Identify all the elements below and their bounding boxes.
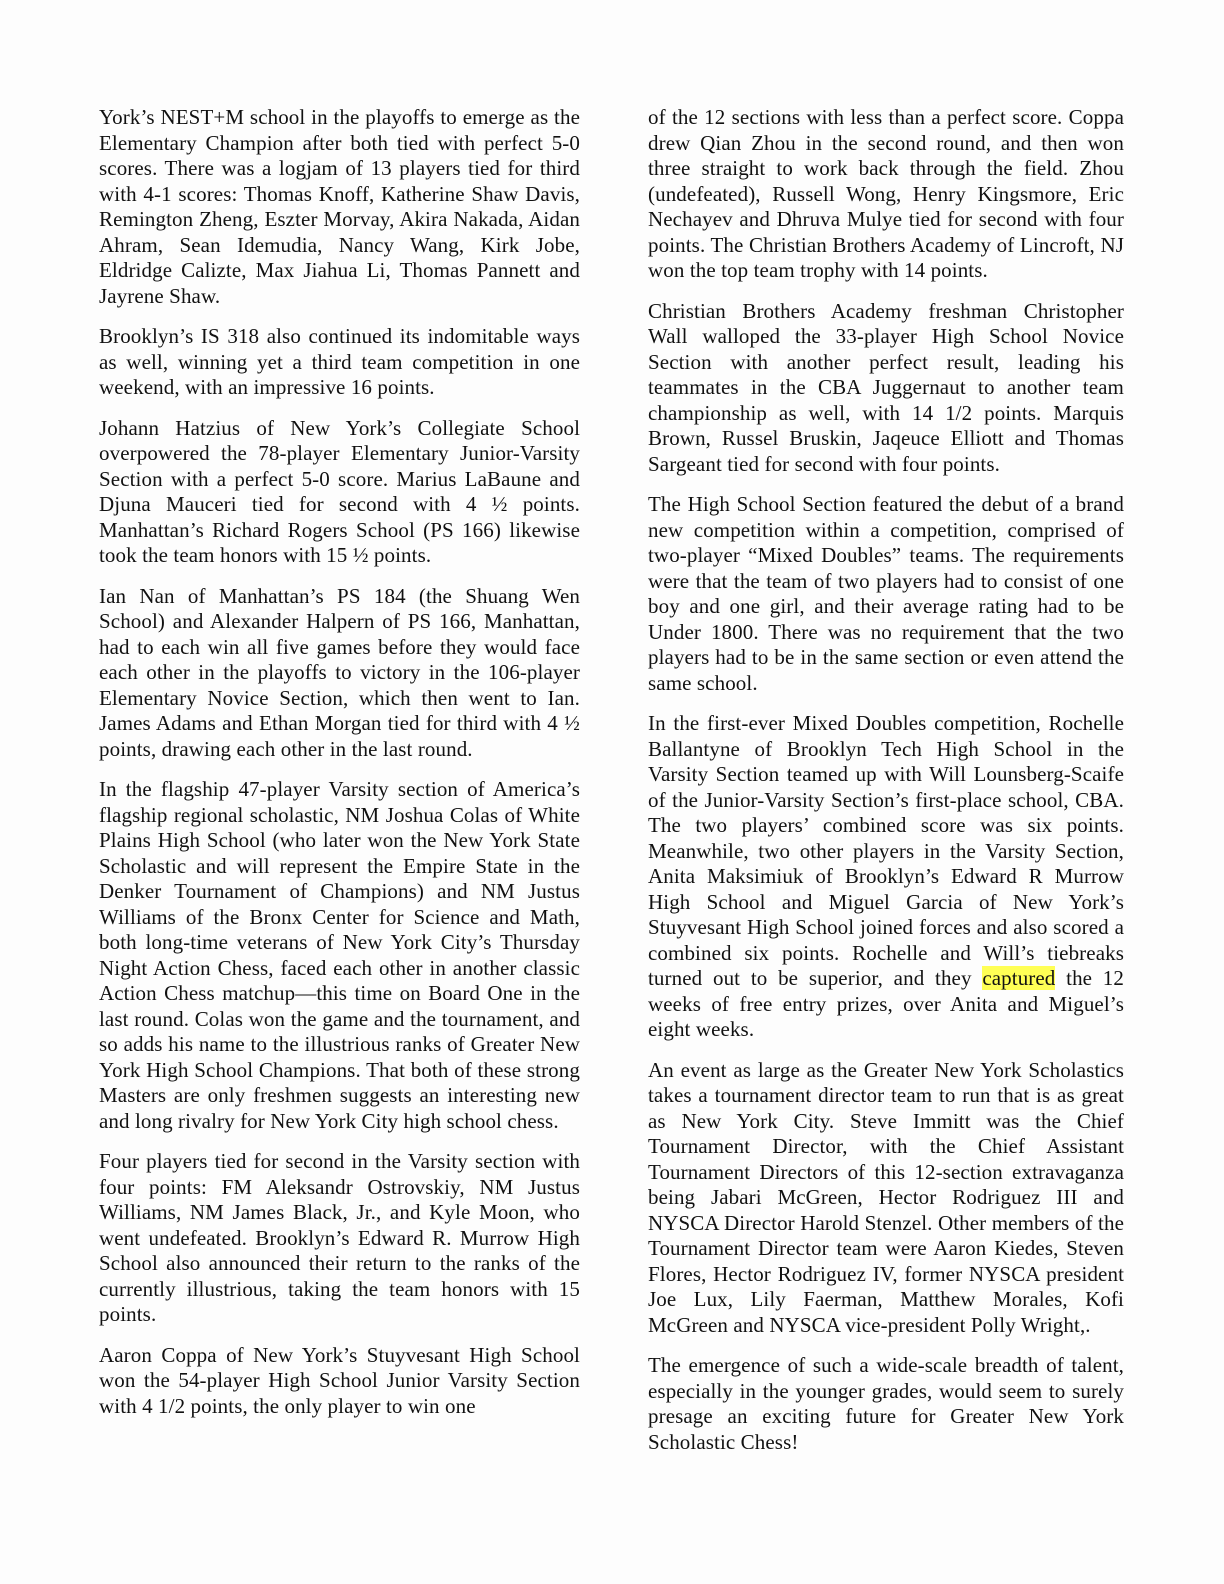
text-run: An event as large as the Greater New York Scholastics takes a tournament director team to run that is as great as New York City. Steve Immitt was the Chief Tournament Director, with the Chief Assistant Tournament Directors of this 12-section extravaganza being Jabari McGreen, Hector Rodriguez III and NYSCA Director Harold Stenzel. Other members of the Tournament Director team were Aaron Kiedes, Steven Flores, Hector Rodriguez IV, former NYSCA president Joe Lux, Lily Faerman, Matthew Morales, Kofi McGreen and NYSCA vice-president Polly Wright,.: [648, 1057, 1124, 1337]
paragraph: [99, 1343, 580, 1420]
paragraph: [99, 1149, 580, 1328]
paragraph: [648, 492, 1124, 696]
column-left: [99, 105, 580, 1434]
text-run: The emergence of such a wide-scale breadth of talent, especially in the younger grades, would seem to surely presage an exciting future for Greater New York Scholastic Chess!: [648, 1353, 1124, 1454]
paragraph: [648, 1353, 1124, 1455]
text-run: The High School Section featured the debut of a brand new competition within a competition, comprised of two-player “Mixed Doubles” teams. The requirements were that the team of two players had to consist of one boy and one girl, and their average rating had to be Under 1800. There was no requirement that the two players had to be in the same section or even attend the same school.: [648, 492, 1124, 695]
text-run: the 12 weeks of free entry prizes, over Anita and Miguel’s eight weeks.: [648, 966, 1125, 1041]
text-run: Johann Hatzius of New York’s Collegiate School overpowered the 78-player Elementary Junior-Varsity Section with a perfect 5-0 score. Marius LaBaune and Djuna Mauceri tied for second with 4 ½ points. Manhattan’s Richard Rogers School (PS 166) likewise took the team honors with 15 ½ points.: [99, 415, 580, 567]
paragraph: [648, 105, 1124, 284]
text-run: In the flagship 47-player Varsity section of America’s flagship regional scholastic, NM Joshua Colas of White Plains High School (who later won the New York State Scholastic and will represent the Empire State in the Denker Tournament of Champions) and NM Justus Williams of the Bronx Center for Science and Math, both long-time veterans of New York City’s Thursday Night Action Chess, faced each other in another classic Action Chess matchup—this time on Board One in the last round. Colas won the game and the tournament, and so adds his name to the illustrious ranks of Greater New York High School Champions. That both of these strong Masters are only freshmen suggests an interesting new and long rivalry for New York City high school chess.: [99, 777, 580, 1133]
paragraph: [99, 584, 580, 763]
text-run: Brooklyn’s IS 318 also continued its indomitable ways as well, winning yet a third team competition in one weekend, with an impressive 16 points.: [99, 324, 580, 399]
paragraph: [648, 299, 1124, 478]
text-run: Ian Nan of Manhattan’s PS 184 (the Shuang Wen School) and Alexander Halpern of PS 166, Manhattan, had to each win all five games before they would face each other in the playoffs to victory in the 106-player Elementary Novice Section, which then went to Ian. James Adams and Ethan Morgan tied for third with 4 ½ points, drawing each other in the last round.: [99, 583, 580, 761]
text-run: Aaron Coppa of New York’s Stuyvesant High School won the 54-player High School Junior Varsity Section with 4 1/2 points, the only player to win one: [99, 1342, 580, 1418]
highlighted-text: captured: [982, 966, 1056, 990]
paragraph: [648, 1058, 1124, 1339]
paragraph: [99, 777, 580, 1134]
column-right: [648, 105, 1124, 1470]
text-run: Christian Brothers Academy freshman Christopher Wall walloped the 33-player High School Novice Section with another perfect result, leading his teammates in the CBA Juggernaut to another team championship as well, with 14 1/2 points. Marquis Brown, Russel Bruskin, Jaqeuce Elliott and Thomas Sargeant tied for second with four points.: [648, 298, 1124, 476]
paragraph: [99, 324, 580, 401]
paragraph: [99, 416, 580, 569]
two-column-text-body: [99, 105, 1124, 1470]
text-run: York’s NEST+M school in the playoffs to emerge as the Elementary Champion after both tied with perfect 5-0 scores. There was a logjam of 13 players tied for third with 4-1 scores: Thomas Knoff, Katherine Shaw Davis, Remington Zheng, Eszter Morvay, Akira Nakada, Aidan Ahram, Sean Idemudia, Nancy Wang, Kirk Jobe, Eldridge Calizte, Max Jiahua Li, Thomas Pannett and Jayrene Shaw.: [99, 105, 580, 308]
text-run: Four players tied for second in the Varsity section with four points: FM Aleksandr Ostrovskiy, NM Justus Williams, NM James Black, Jr., and Kyle Moon, who went undefeated. Brooklyn’s Edward R. Murrow High School also announced their return to the ranks of the currently illustrious, taking the team honors with 15 points.: [99, 1149, 580, 1326]
text-run: of the 12 sections with less than a perfect score. Coppa drew Qian Zhou in the second round, and then won three straight to work back through the field. Zhou (undefeated), Russell Wong, Henry Kingsmore, Eric Nechayev and Dhruva Mulye tied for second with four points. The Christian Brothers Academy of Lincroft, NJ won the top team trophy with 14 points.: [648, 105, 1124, 282]
paragraph: [99, 105, 580, 309]
text-run: In the first-ever Mixed Doubles competition, Rochelle Ballantyne of Brooklyn Tech High School in the Varsity Section teamed up with Will Lounsberg-Scaife of the Junior-Varsity Section’s first-place school, CBA. The two players’ combined score was six points. Meanwhile, two other players in the Varsity Section, Anita Maksimiuk of Brooklyn’s Edward R Murrow High School and Miguel Garcia of New York’s Stuyvesant High School joined forces and also scored a combined six points. Rochelle and Will’s tiebreaks turned out to be superior, and they: [648, 711, 1124, 990]
paragraph: [648, 711, 1124, 1043]
